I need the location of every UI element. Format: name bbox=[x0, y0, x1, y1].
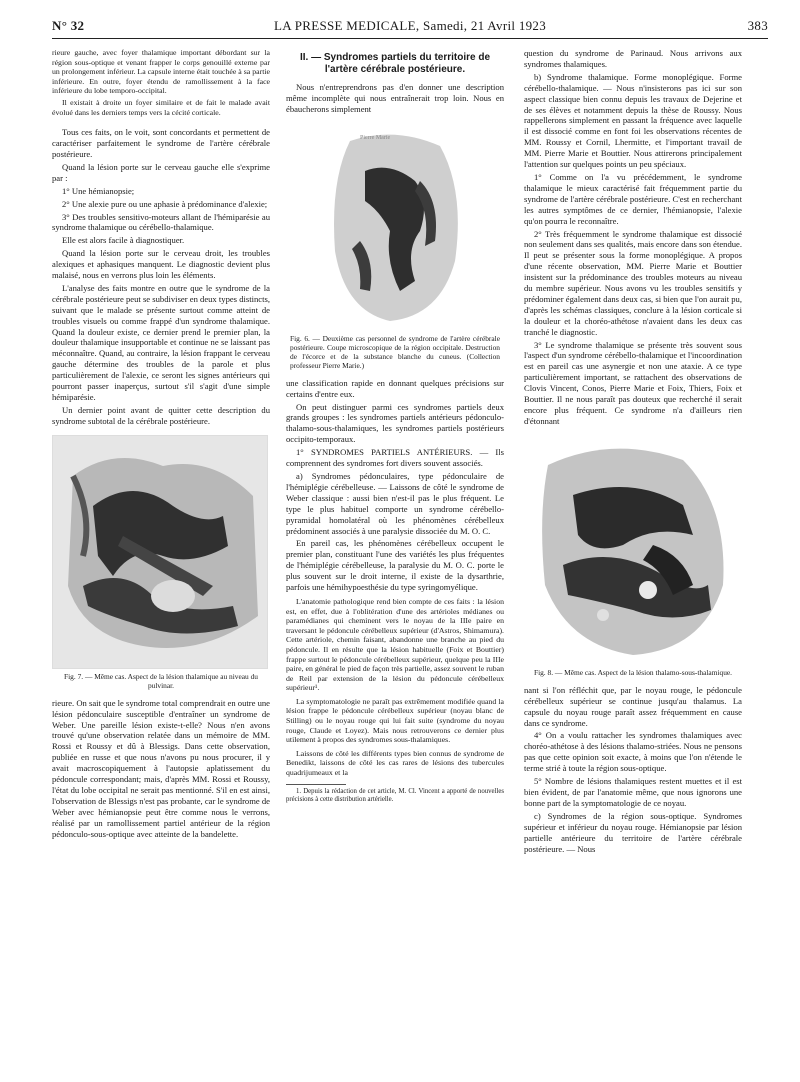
footnote-rule bbox=[286, 784, 346, 785]
paragraph: 4° On a voulu rattacher les syndromes thalamiques avec choréo-athétose à des lésions thalamo-striées. Nous ne pensons pas que cette opinion soit exacte, à moins que l'on n'étende le terme strié à toute la région sous-optique. bbox=[524, 730, 742, 774]
column-2 bbox=[286, 48, 504, 806]
col2-small-block bbox=[286, 597, 504, 778]
paragraph: Quand la lésion porte sur le cerveau gauche elle s'exprime par : bbox=[52, 161, 270, 183]
paragraph: une classification rapide en donnant quelques précisions sur certains d'entre eux. bbox=[286, 377, 504, 399]
paragraph: 5° Nombre de lésions thalamiques restent muettes et il est bien évident, de par l'anatomie même, que nous ignorons une bonne part de la symptomatologie de ce noyau. bbox=[524, 776, 742, 808]
paragraph: Elle est alors facile à diagnostiquer. bbox=[62, 235, 185, 246]
figure-7-caption: Fig. 7. — Même cas. Aspect de la lésion thalamique au niveau du pulvinar. bbox=[64, 671, 258, 690]
paragraph: nant si l'on réfléchit que, par le noyau rouge, le pédoncule cérébelleux supérieur se continue jusqu'au thalamus. La capsule du noyau rouge paraît assez fréquemment en cause dans ce syndrome. bbox=[524, 684, 742, 728]
paragraph: Quand la lésion porte sur le cerveau droit, les troubles alexiques et aphasiques manquent. Le diagnostic devient plus malaisé, nous en verrons plus loin les éléments. bbox=[52, 248, 270, 281]
paragraph: 1° Comme on l'a vu précédemment, le syndrome thalamique le mieux caractérisé fait fréquemment partie du syndrome de l'artère cérébrale postérieure. C'est en recherchant les autres symptômes de ce dernier, l'hémianopsie, l'alexie qu'on pourra le reconnaître. bbox=[524, 171, 742, 226]
figure-6-stamp: Pierre Marie bbox=[360, 134, 391, 141]
journal-title: LA PRESSE MEDICALE, Samedi, 21 Avril 1923 bbox=[273, 18, 547, 33]
footnote: 1. Depuis la rédaction de cet article, M. Cl. Vincent a apporté de nouvelles précisions à cette distribution artérielle. bbox=[286, 787, 504, 803]
issue-number: N° 32 bbox=[52, 18, 85, 33]
paragraph: 2° Très fréquemment le syndrome thalamique est dissocié non seulement dans ses qualités, mais encore dans son étendue. Il peut se présenter sous la forme monoplégique. A propos d'une récente observation, MM. Pierre Marie et Bouttier insistent sur la prédominance des troubles moteurs au niveau du membre supérieur. Nous avons vu les troubles sensitifs y prédominer également dans deux cas, si bien que l'on aurait pu, d'après les schémas classiques, conclure à la lésion corticale si la douleur et la choréo-athétose n'avaient dans les deux cas tranché le diagnostic. bbox=[524, 228, 742, 337]
paragraph: c) Syndromes de la région sous-optique. Syndromes supérieur et inférieur du noyau rouge. Hémianopsie par lésion partielle antérieure du territoire de l'artère cérébrale postérieure. — Nous bbox=[524, 810, 742, 854]
paragraph: Il existait à droite un foyer similaire et de fait le malade avait évolué dans les derniers temps vers la cécité corticale. bbox=[52, 97, 270, 117]
figure-6-image bbox=[320, 121, 470, 331]
paragraph: Tous ces faits, on le voit, sont concordants et permettent de caractériser parfaitement le syndrome de l'artère cérébrale postérieure. bbox=[52, 127, 270, 159]
paragraph: rieure. On sait que le syndrome total comprendrait en outre une lésion pédonculaire susceptible d'entraîner un syndrome de Weber. Une pareille lésion existe-t-elle? Nous n'en avons trouvé qu'une observation relatée dans un mémoire de MM. Rossi et Roussy et dû à Blessigs. Dans cette observation, publiée en russe et que nous n'avons pu nous procurer, il y avait macroscopiquement à l'autopsie aplatissement du pédoncule correspondant; mais, d'après MM. Rossi et Roussy, l'état du lobe occipital ne serait pas mentionné. S'il en est ainsi, l'observation de Blessigs n'est pas probante, car le syndrome de Weber avec hémianopsie peut être comme nous le verrons, réalisé par un ramollissement partiel antérieur de la région pédonculo-sous-optique avec atteinte de la bandelette. bbox=[52, 697, 270, 839]
col1-top-block bbox=[52, 48, 270, 117]
figure-8-image bbox=[533, 435, 733, 665]
paragraph: Nous n'entreprendrons pas d'en donner une description même incomplète qui nous entraînerait trop loin. Nous en ébaucherons simplement bbox=[286, 82, 504, 114]
section-title: II. — Syndromes partiels du territoire de l'artère cérébrale postérieure. bbox=[299, 52, 491, 75]
paragraph: La symptomatologie ne paraît pas extrêmement modifiée quand la lésion frappe le pédoncule cérébelleux supérieur (noyau blanc de Stilling) ou le noyau rouge qui lui fait suite (syndrome du noyau rouge, Claude et Loyez). Mais nous retrouverons ce dernier plus utilement à propos des syndromes sous-thalamiques. bbox=[286, 696, 504, 745]
page-number: 383 bbox=[747, 18, 768, 33]
paragraph: a) Syndromes pédonculaires, type pédonculaire de l'hémiplégie cérébelleuse. — Laissons de côté le syndrome de Weber classique : aussi bien n'est-il pas le plus fréquent. Le type le plus habituel comporte un syndrome cérébello-pyramidal homolatéral où les phénomènes cérébelleux prédominent associés à une paralysie dissociée du M. O. C. bbox=[286, 470, 504, 536]
figure-8-caption: Fig. 8. — Même cas. Aspect de la lésion thalamo-sous-thalamique. bbox=[533, 667, 733, 677]
paragraph: En pareil cas, les phénomènes cérébelleux occupent le premier plan, constituant l'une des variétés les plus fréquentes de l'hémiplégie cérébelleuse, la paralysie du M. O. C. porte le plus souvent sur le droit interne, il existe de la dysarthrie, parfois une hémihypoesthésie du type syringomyélique. bbox=[286, 538, 504, 593]
paragraph: Laissons de côté les différents types bien connus de syndrome de Benedikt, laissons de côté les cas rares de lésions des tubercules quadrijumeaux et la bbox=[286, 748, 504, 778]
paragraph: 3° Des troubles sensitivo-moteurs allant de l'hémiparésie au syndrome thalamique ou cérébello-thalamique. bbox=[52, 211, 270, 233]
paragraph: Un dernier point avant de quitter cette description du syndrome subtotal de la cérébrale postérieure. bbox=[52, 404, 270, 426]
paragraph: 2° Une alexie pure ou une aphasie à prédominance d'alexie; bbox=[62, 198, 268, 209]
column-1 bbox=[52, 48, 270, 842]
paragraph: 1° SYNDROMES PARTIELS ANTÉRIEURS. — Ils comprennent des syndromes fort divers souvent associés. bbox=[286, 447, 504, 469]
paragraph: L'anatomie pathologique rend bien compte de ces faits : la lésion est, en effet, due à l'oblitération d'une des artérioles médianes ou paramédianes qui cheminent vers le noyau de la IIIe paire en traversant le pédoncule cérébelleux supérieur (d'Astros, Shimamura). Cette artériole, chemin faisant, abandonne une branche au pied du pédoncule. Il en résulte que la lésion habituelle (Foix et Bouttier) frappe surtout le pédoncule cérébelleux supérieur, quelque peu la IIIe paire, en général le pied de façon très partielle, assez souvent le ruban de Reil par extension de la lésion du pédoncule cérébelleux supérieur¹. bbox=[286, 596, 504, 693]
paragraph: question du syndrome de Parinaud. Nous arrivons aux syndromes thalamiques. bbox=[524, 48, 742, 69]
page-header bbox=[52, 12, 768, 39]
paragraph: rieure gauche, avec foyer thalamique important débordant sur la région sous-optique et venant frapper le corps genouillé externe par un prolongement inférieur. La capsule interne était touchée à sa partie inférieure. En outre, foyer étendu de ramollissement à la face inférieure du lobe temporo-occipital. bbox=[52, 48, 270, 96]
figure-6-caption: Fig. 6. — Deuxième cas personnel de syndrome de l'artère cérébrale postérieure. Coupe microscopique de la région occipitale. Destruction de l'écorce et de la substance blanche du cuneus. (Collection professeur Pierre Marie.) bbox=[290, 333, 500, 370]
paragraph: b) Syndrome thalamique. Forme monoplégique. Forme cérébello-thalamique. — Nous n'insisterons pas ici sur son aspect classique bien connu depuis les travaux de Dejerine et de ses élèves et notamment depuis la thèse de Roussy. Nous rappellerons simplement en passant la fréquence avec laquelle il est dissocié comme en font foi les observations récentes de MM. Roussy et Cornil, Lhermitte, et l'important travail de MM. Pierre Marie et Bouttier. Nous attirerons principalement l'attention sur quelques points un peu spéciaux. bbox=[524, 71, 742, 170]
paragraph: On peut distinguer parmi ces syndromes partiels deux grands groupes : les syndromes partiels antérieurs pédonculo-thalamo-sous-thalamiques, les syndromes partiels postérieurs occipito-temporaux. bbox=[286, 401, 504, 445]
paragraph: 1° Une hémianopsie; bbox=[62, 185, 135, 196]
figure-7-image bbox=[52, 435, 268, 669]
paragraph: L'analyse des faits montre en outre que le syndrome de la cérébrale postérieure peut se subdiviser en deux types distincts, suivant que le malade se présente surtout comme atteint de troubles visuels ou comme frappé d'un syndrome thalamique. Quand la douleur existe, ce dernier prend le premier plan, la douleur thalamique insupportable et continue ne se laissant pas méconnaître. Quand, au contraire, la lésion frappant le cerveau gauche détermine des troubles de la parole et plus particulièrement de l'alexie, ce seront les signes antérieurs qui pourront passer inaperçus, surtout s'il s'agit d'une simple hémiparésie. bbox=[52, 282, 270, 402]
paragraph: 3° Le syndrome thalamique se présente très souvent sous l'aspect d'un syndrome cérébello-thalamique et l'incoordination est en pareil cas une asynergie et non une ataxie. A ce type particulièrement important, se rattachent des observations de Clovis Vincent, Conos, Pierre Marie et Foix, Thiers, Foix et Bouttier. Il ne nous paraît pas douteux que recherché il serait encore plus fréquent. Ce syndrome n'a d'ailleurs rien d'étonnant bbox=[524, 339, 742, 426]
column-3 bbox=[524, 48, 742, 856]
